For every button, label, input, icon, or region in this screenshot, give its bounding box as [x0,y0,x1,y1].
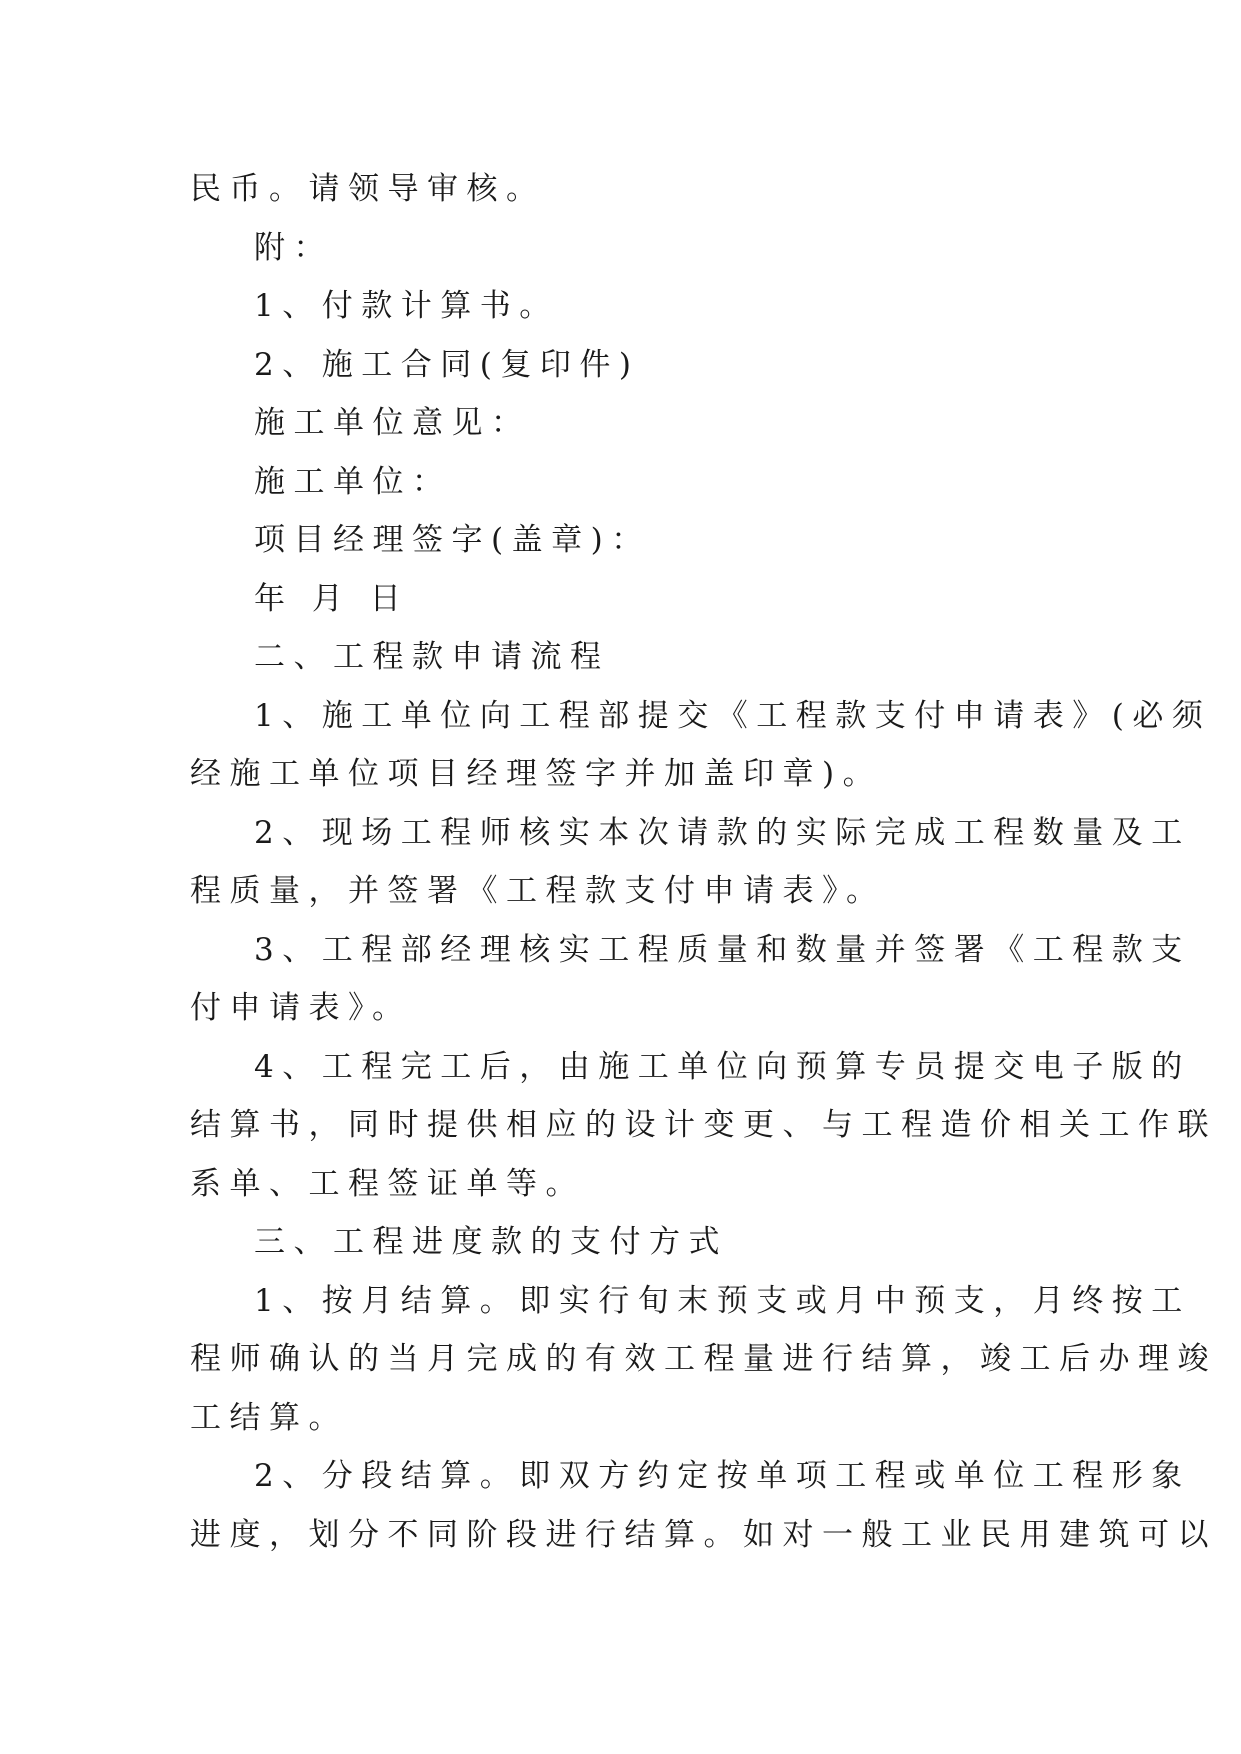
text-line: 经施工单位项目经理签字并加盖印章)。 [190,756,883,792]
text-line: 2、施工合同(复印件) [254,346,640,383]
text-line: 2、现场工程师核实本次请款的实际完成工程数量及工 [254,814,1191,851]
text-line: 1、按月结算。即实行旬末预支或月中预支，月终按工 [254,1282,1191,1319]
text-line: 1、付款计算书。 [254,288,559,324]
text-line: 4、工程完工后，由施工单位向预算专员提交电子版的 [254,1048,1191,1085]
text-line: 民币。请领导审核。 [190,171,546,207]
section-heading: 二、工程款申请流程 [254,639,610,675]
text-line: 2、分段结算。即双方约定按单项工程或单位工程形象 [254,1458,1191,1494]
text-line: 进度，划分不同阶段进行结算。如对一般工业民用建筑可以 [190,1516,1217,1553]
text-line: 施工单位意见： [254,405,531,441]
text-line: 结算书，同时提供相应的设计变更、与工程造价相关工作联 [190,1107,1217,1143]
text-line: 1、施工单位向工程部提交《工程款支付申请表》(必须 [254,697,1212,734]
text-line: 施工单位： [254,463,452,500]
text-line: 年 月 日 [254,580,410,617]
text-line: 程师确认的当月完成的有效工程量进行结算，竣工后办理竣 [190,1341,1217,1377]
text-line: 工结算。 [190,1399,348,1436]
text-line: 系单、工程签证单等。 [190,1165,585,1202]
text-line: 付申请表》。 [190,990,412,1026]
document-body [190,160,1217,1564]
section-heading: 三、工程进度款的支付方式 [254,1224,728,1260]
text-line: 程质量，并签署《工程款支付申请表》。 [190,873,886,909]
text-line: 附： [254,229,333,266]
text-line: 3、工程部经理核实工程质量和数量并签署《工程款支 [254,931,1191,968]
text-line: 项目经理签字(盖章)： [254,522,651,558]
